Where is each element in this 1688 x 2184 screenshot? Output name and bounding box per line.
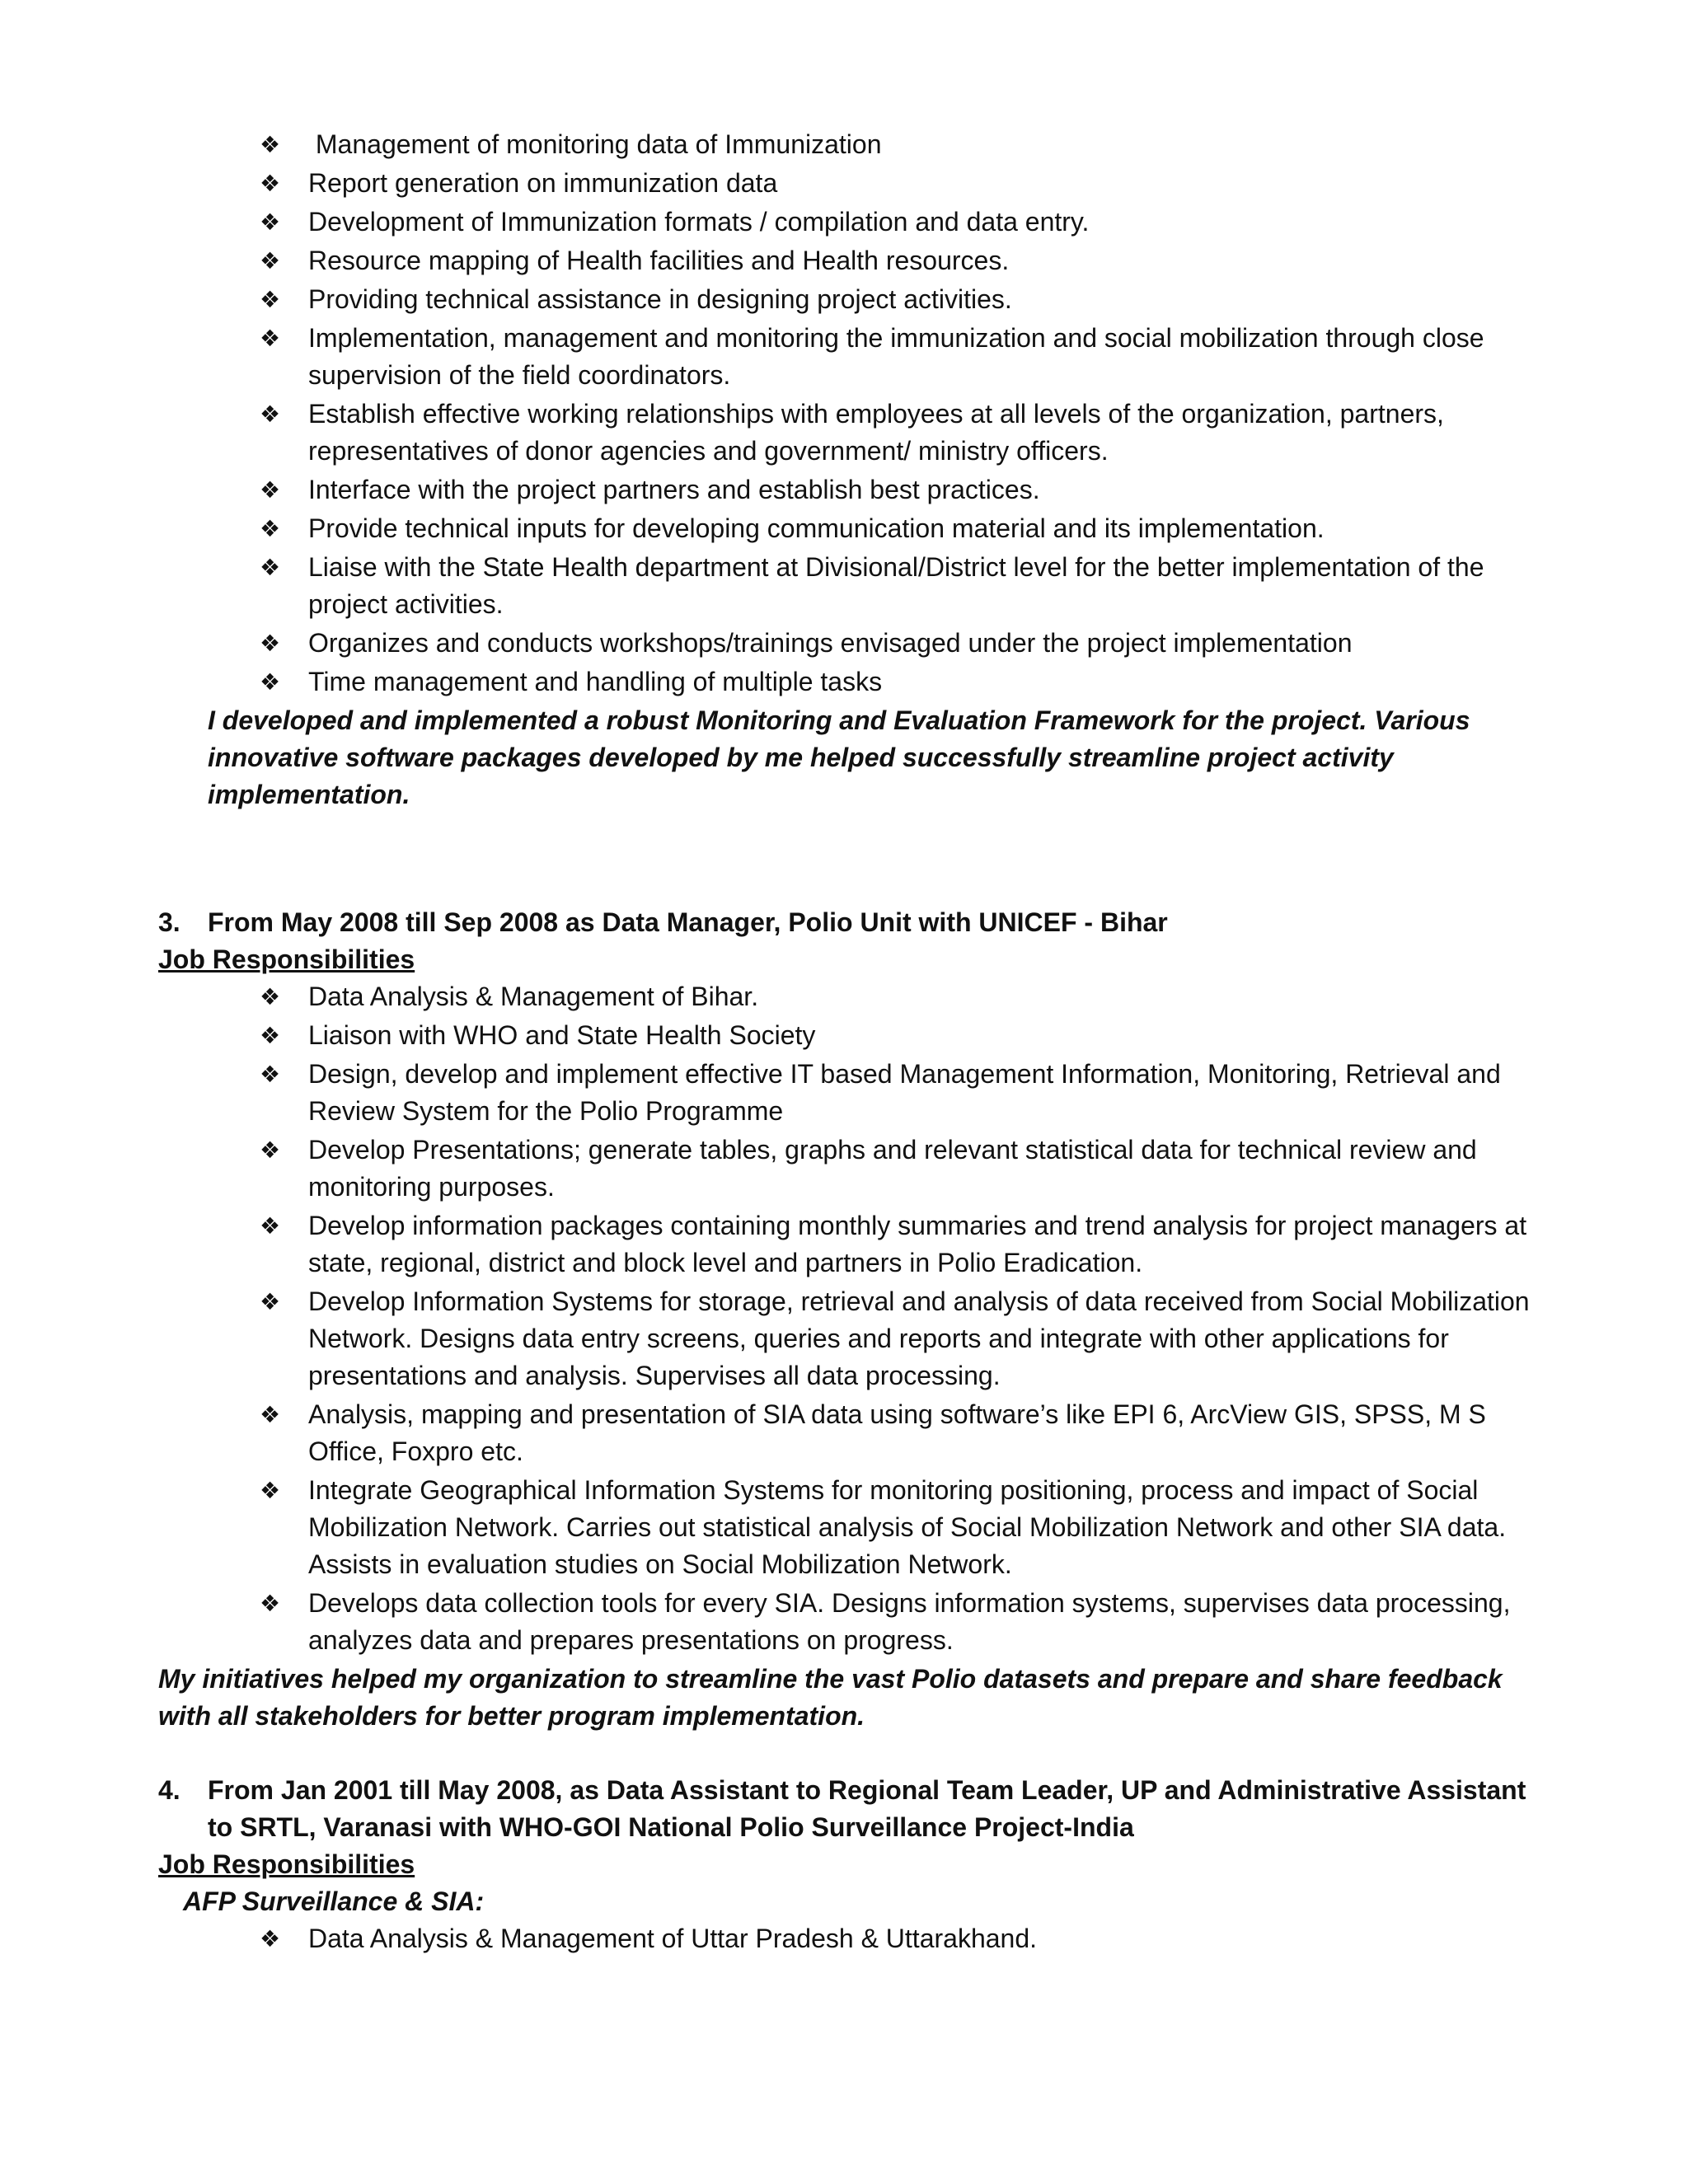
list-item: ❖ Provide technical inputs for developing communication material and its implementation. xyxy=(0,510,1688,547)
list-item: ❖ Resource mapping of Health facilities and Health resources. xyxy=(0,242,1688,279)
four-diamond-bullet-icon: ❖ xyxy=(260,1401,281,1428)
job-number: 4. xyxy=(158,1775,181,1805)
sub-section-label: AFP Surveillance & SIA: xyxy=(183,1886,485,1916)
four-diamond-bullet-icon: ❖ xyxy=(260,668,281,696)
four-diamond-bullet-icon: ❖ xyxy=(260,1022,281,1049)
job4-bullet-list xyxy=(0,1920,1688,1957)
job-responsibilities-label: Job Responsibilities xyxy=(158,1849,415,1879)
list-item: ❖ Develops data collection tools for every SIA. Designs information systems, supervises data processing, analyzes data and prepares presentations on progress. xyxy=(0,1585,1688,1659)
list-item: ❖ Integrate Geographical Information Systems for monitoring positioning, process and impact of Social Mobilization Network. Carries out statistical analysis of Social Mobilization Network and other SIA data. Assists in evaluation studies on Social Mobilization Network. xyxy=(0,1472,1688,1583)
four-diamond-bullet-icon: ❖ xyxy=(260,401,281,428)
job-summary: My initiatives helped my organization to streamline the vast Polio datasets and prepare and share feedback with all stakeholders for better program implementation. xyxy=(158,1664,1503,1731)
list-item: ❖ Management of monitoring data of Immunization xyxy=(0,126,1688,163)
four-diamond-bullet-icon: ❖ xyxy=(260,1477,281,1504)
list-item: ❖ Providing technical assistance in designing project activities. xyxy=(0,281,1688,318)
list-item: ❖ Report generation on immunization data xyxy=(0,165,1688,202)
list-item: ❖ Design, develop and implement effective IT based Management Information, Monitoring, Retrieval and Review System for the Polio Programme xyxy=(0,1056,1688,1130)
list-item: ❖ Data Analysis & Management of Uttar Pradesh & Uttarakhand. xyxy=(0,1920,1688,1957)
four-diamond-bullet-icon: ❖ xyxy=(260,170,281,197)
top-bullet-list xyxy=(0,126,1688,701)
list-item: ❖ Develop Presentations; generate tables, graphs and relevant statistical data for technical review and monitoring purposes. xyxy=(0,1132,1688,1206)
job-responsibilities-label: Job Responsibilities xyxy=(158,944,415,974)
spacer xyxy=(0,813,1688,904)
four-diamond-bullet-icon: ❖ xyxy=(260,325,281,352)
list-item: ❖ Analysis, mapping and presentation of SIA data using software’s like EPI 6, ArcView GIS, SPSS, M S Office, Foxpro etc. xyxy=(0,1396,1688,1470)
job-title: From Jan 2001 till May 2008, as Data Assistant to Regional Team Leader, UP and Administrative Assistant to SRTL, Varanasi with WHO-GOI National Polio Surveillance Project-India xyxy=(208,1775,1526,1842)
job-title: From May 2008 till Sep 2008 as Data Manager, Polio Unit with UNICEF - Bihar xyxy=(208,907,1168,937)
list-item: ❖ Time management and handling of multiple tasks xyxy=(0,663,1688,701)
list-item: ❖ Data Analysis & Management of Bihar. xyxy=(0,978,1688,1015)
list-item: ❖ Liaise with the State Health department at Divisional/District level for the better implementation of the project activities. xyxy=(0,549,1688,623)
four-diamond-bullet-icon: ❖ xyxy=(260,515,281,542)
four-diamond-bullet-icon: ❖ xyxy=(260,630,281,657)
list-item: ❖ Establish effective working relationships with employees at all levels of the organization, partners, representatives of donor agencies and government/ ministry officers. xyxy=(0,396,1688,470)
job3-bullet-list xyxy=(0,978,1688,1659)
four-diamond-bullet-icon: ❖ xyxy=(260,209,281,236)
four-diamond-bullet-icon: ❖ xyxy=(260,1212,281,1240)
four-diamond-bullet-icon: ❖ xyxy=(260,1137,281,1164)
four-diamond-bullet-icon: ❖ xyxy=(260,247,281,274)
list-item: ❖ Interface with the project partners and establish best practices. xyxy=(0,471,1688,509)
section-summary: I developed and implemented a robust Monitoring and Evaluation Framework for the project. Various innovative software packages developed by me helped successfully streamline project activity implementation. xyxy=(208,705,1470,809)
four-diamond-bullet-icon: ❖ xyxy=(260,554,281,581)
four-diamond-bullet-icon: ❖ xyxy=(260,1061,281,1088)
job-heading xyxy=(0,1772,1688,1846)
spacer xyxy=(0,1735,1688,1772)
four-diamond-bullet-icon: ❖ xyxy=(260,983,281,1010)
four-diamond-bullet-icon: ❖ xyxy=(260,476,281,504)
list-item: ❖ Development of Immunization formats / compilation and data entry. xyxy=(0,204,1688,241)
four-diamond-bullet-icon: ❖ xyxy=(260,1925,281,1952)
four-diamond-bullet-icon: ❖ xyxy=(260,286,281,313)
job-number: 3. xyxy=(158,907,181,937)
four-diamond-bullet-icon: ❖ xyxy=(260,131,281,158)
job-heading xyxy=(0,904,1688,941)
list-item: ❖ Organizes and conducts workshops/trainings envisaged under the project implementation xyxy=(0,625,1688,662)
list-item: ❖ Implementation, management and monitoring the immunization and social mobilization through close supervision of the field coordinators. xyxy=(0,320,1688,394)
list-item: ❖ Develop Information Systems for storage, retrieval and analysis of data received from Social Mobilization Network. Designs data entry screens, queries and reports and integrate with other applications for presentations and analysis. Supervises all data processing. xyxy=(0,1283,1688,1394)
list-item: ❖ Liaison with WHO and State Health Society xyxy=(0,1017,1688,1054)
list-item: ❖ Develop information packages containing monthly summaries and trend analysis for project managers at state, regional, district and block level and partners in Polio Eradication. xyxy=(0,1207,1688,1282)
four-diamond-bullet-icon: ❖ xyxy=(260,1288,281,1315)
four-diamond-bullet-icon: ❖ xyxy=(260,1590,281,1617)
